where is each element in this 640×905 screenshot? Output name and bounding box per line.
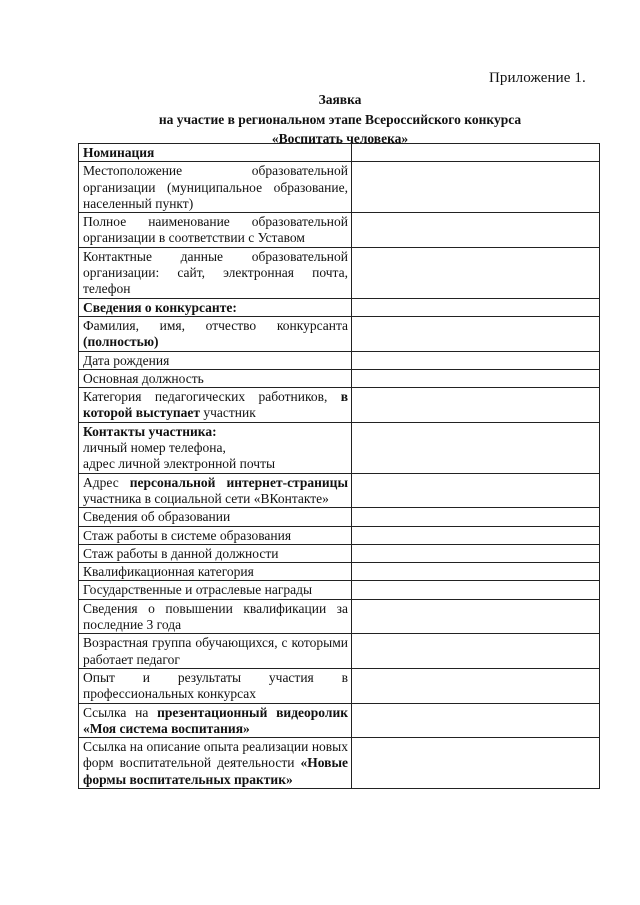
appendix-label: Приложение 1. <box>489 70 586 86</box>
form-row <box>79 144 600 162</box>
form-row-label-text: Стаж работы в данной должности <box>83 545 279 561</box>
form-row-value-cell[interactable] <box>352 422 600 473</box>
form-row-label-text: Дата рождения <box>83 352 170 368</box>
form-row-value-cell[interactable] <box>352 247 600 298</box>
form-row-label <box>79 563 352 581</box>
form-row-label <box>79 634 352 669</box>
form-row-label-text: Ссылка на <box>83 704 158 720</box>
title-line-1: Заявка <box>318 92 362 107</box>
form-row-label-bold-text: Контакты участника: <box>83 423 217 439</box>
form-row <box>79 213 600 248</box>
form-row-label-text: Полное наименование образовательной организации в соответствии с Уставом <box>83 214 348 246</box>
form-row-label <box>79 388 352 423</box>
form-row <box>79 369 600 387</box>
form-row-label <box>79 162 352 213</box>
application-form-table <box>78 143 600 789</box>
form-row-label <box>79 316 352 351</box>
form-row-label <box>79 247 352 298</box>
form-row-label-text: Контактные данные образовательной организации: сайт, электронная почта, телефон <box>83 248 348 297</box>
form-row-value-cell[interactable] <box>352 316 600 351</box>
form-row-label-text: Основная должность <box>83 370 204 386</box>
form-row-label-text: Ссылка на описание опыта реализации новых форм воспитательной деятельности <box>83 739 348 771</box>
form-row-label <box>79 422 352 473</box>
form-row-label-text: личный номер телефона, <box>83 440 226 456</box>
form-row-label-text: адрес личной электронной почты <box>83 456 276 472</box>
form-row-value-cell[interactable] <box>352 213 600 248</box>
form-row-value-cell[interactable] <box>352 703 600 738</box>
form-row-label-bold-text: Сведения о конкурсанте: <box>83 299 237 315</box>
form-row <box>79 738 600 789</box>
form-row-value-cell[interactable] <box>352 668 600 703</box>
form-row-label-bold-text: персональной интернет-страницы <box>129 474 348 490</box>
form-row-label-bold-text: Номинация <box>83 145 155 160</box>
form-row-label <box>79 473 352 508</box>
form-title <box>80 90 600 149</box>
form-row-value-cell[interactable] <box>352 581 600 599</box>
form-row-label <box>79 544 352 562</box>
form-row <box>79 703 600 738</box>
form-row-label-text: участник <box>199 405 256 421</box>
form-row-label-text: участника в социальной сети «ВКонтакте» <box>83 490 329 506</box>
form-row-label <box>79 703 352 738</box>
form-row-label-text: Категория педагогических работников, <box>83 389 341 405</box>
form-row <box>79 526 600 544</box>
form-row-label <box>79 144 352 162</box>
form-row-value-cell[interactable] <box>352 599 600 634</box>
form-row-value-cell[interactable] <box>352 634 600 669</box>
form-row-label <box>79 581 352 599</box>
form-row <box>79 508 600 526</box>
form-row-label-text: Возрастная группа обучающихся, с которыми работает педагог <box>83 635 348 667</box>
form-row <box>79 634 600 669</box>
application-form-body <box>79 144 600 789</box>
form-row-value-cell[interactable] <box>352 388 600 423</box>
form-row-label <box>79 369 352 387</box>
form-row-value-cell[interactable] <box>352 544 600 562</box>
form-row-label <box>79 298 352 316</box>
form-row <box>79 581 600 599</box>
form-row-label <box>79 213 352 248</box>
form-row-label-text: Стаж работы в системе образования <box>83 527 292 543</box>
form-row-label-bold-text: «Новые формы воспитательных практик» <box>83 755 348 787</box>
title-line-2: на участие в региональном этапе Всероссийского конкурса <box>158 111 522 127</box>
form-row <box>79 668 600 703</box>
form-row <box>79 473 600 508</box>
form-row-label-text: Квалификационная категория <box>83 564 254 580</box>
form-row <box>79 298 600 316</box>
form-row-label <box>79 738 352 789</box>
form-row-label-text: Опыт и результаты участия в профессиональных конкурсах <box>83 669 348 702</box>
form-row-label <box>79 351 352 369</box>
form-row-label-text: Местоположение образовательной организации (муниципальное образование, населенный пункт) <box>83 163 348 211</box>
form-row <box>79 351 600 369</box>
form-row-label-text: Фамилия, имя, отчество конкурсанта <box>83 317 348 333</box>
form-row-label <box>79 668 352 703</box>
form-row-label-bold-text: в которой выступает <box>83 389 348 421</box>
title-line-3: «Воспитать человека» <box>271 131 409 146</box>
form-row-value-cell[interactable] <box>352 298 600 316</box>
form-row <box>79 422 600 473</box>
form-row-label-text: Адрес <box>83 474 130 490</box>
form-row-label-bold-text: (полностью) <box>83 334 159 350</box>
form-row-value-cell[interactable] <box>352 526 600 544</box>
form-row-label-text: Сведения о повышении квалификации за последние 3 года <box>83 600 348 633</box>
form-row <box>79 544 600 562</box>
form-row <box>79 247 600 298</box>
form-row-label-text: Сведения об образовании <box>83 509 231 525</box>
form-row-value-cell[interactable] <box>352 144 600 162</box>
form-row-label <box>79 526 352 544</box>
form-row-value-cell[interactable] <box>352 369 600 387</box>
form-row-label <box>79 508 352 526</box>
form-row <box>79 599 600 634</box>
form-row-value-cell[interactable] <box>352 563 600 581</box>
form-row <box>79 388 600 423</box>
form-row-value-cell[interactable] <box>352 508 600 526</box>
form-row-value-cell[interactable] <box>352 351 600 369</box>
form-row-value-cell[interactable] <box>352 738 600 789</box>
form-row <box>79 563 600 581</box>
form-row <box>79 162 600 213</box>
form-row-label <box>79 599 352 634</box>
form-row-value-cell[interactable] <box>352 162 600 213</box>
form-row-label-bold-text: презентационный видеоролик «Моя система воспитания» <box>83 704 348 736</box>
form-row <box>79 316 600 351</box>
form-row-value-cell[interactable] <box>352 473 600 508</box>
form-row-label-text: Государственные и отраслевые награды <box>83 582 313 598</box>
